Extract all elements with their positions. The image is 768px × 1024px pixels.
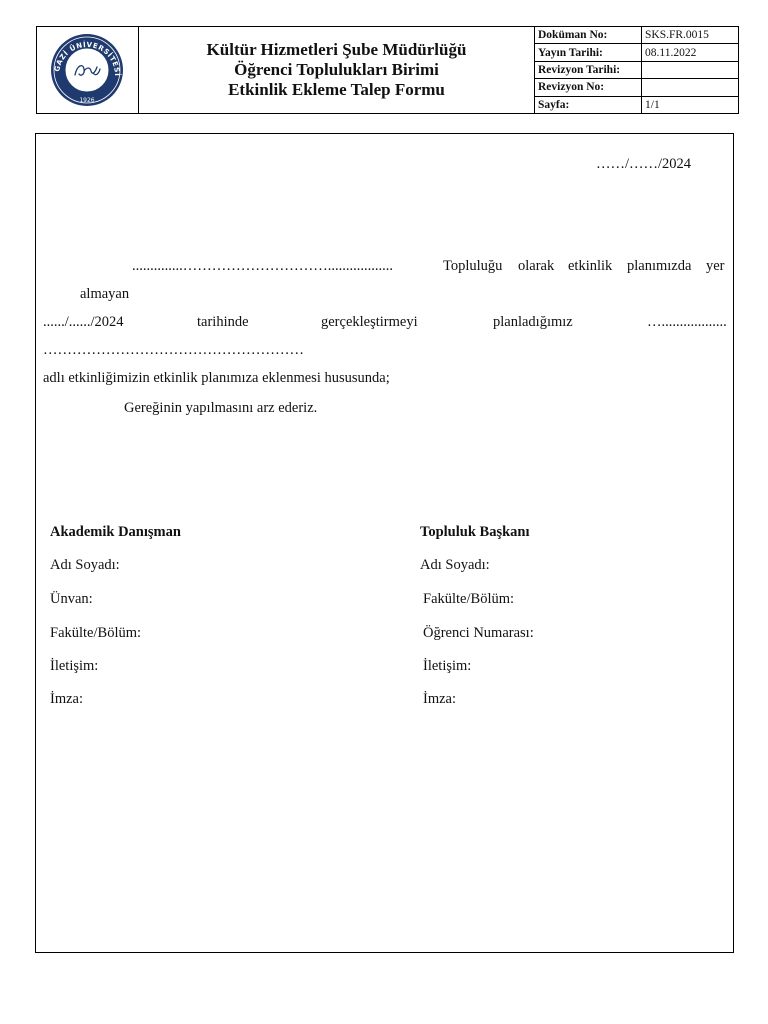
meta-label: Revizyon No: [535,79,642,96]
university-seal-logo [37,27,139,113]
president-faculty-label: Fakülte/Bölüm: [423,591,515,607]
para-word: planımızda [627,258,692,274]
meta-value: SKS.FR.0015 [642,27,739,44]
document-header [36,26,739,114]
para-word: planladığımız [493,314,573,330]
event-name-blank-continued: ……………………………………………… [43,342,304,358]
meta-row [535,44,738,61]
advisor-contact-label: İletişim: [50,658,99,674]
meta-label: Sayfa: [535,96,642,113]
document-meta-table [535,27,738,113]
meta-value: 1/1 [642,96,739,113]
academic-advisor-heading: Akademik Danışman [50,524,181,540]
meta-row [535,61,738,78]
meta-row [535,27,738,44]
meta-row [535,79,738,96]
meta-label: Yayın Tarihi: [535,44,642,61]
president-student-number-label: Öğrenci Numarası: [423,625,534,641]
president-name-label: Adı Soyadı: [420,557,490,573]
meta-row [535,96,738,113]
president-contact-label: İletişim: [423,658,472,674]
para-word: gerçekleştirmeyi [321,314,418,330]
president-signature-label: İmza: [423,691,457,707]
title-line-1: Kültür Hizmetleri Şube Müdürlüğü [206,40,467,59]
advisor-faculty-label: Fakülte/Bölüm: [50,625,142,641]
para-word: yer [706,258,725,274]
title-line-3: Etkinlik Ekleme Talep Formu [228,80,445,99]
para-word: olarak [518,258,555,274]
form-body-frame [35,133,734,953]
closing-line: Gereğinin yapılmasını arz ederiz. [124,400,318,416]
para-word: almayan [80,286,130,302]
community-president-heading: Topluluk Başkanı [420,524,530,540]
title-line-2: Öğrenci Toplulukları Birimi [234,60,439,79]
logo-cell [37,27,139,113]
para-word: etkinlik [568,258,613,274]
community-name-blank: ..............………………………….................. [132,258,393,274]
event-name-blank: ….................. [647,314,727,330]
title-cell [139,27,535,113]
advisor-name-label: Adı Soyadı: [50,557,120,573]
advisor-signature-label: İmza: [50,691,84,707]
event-date-blank: ....../....../2024 [43,314,124,330]
para-word: tarihinde [197,314,249,330]
para-line: adlı etkinliğimizin etkinlik planımıza eklenmesi hususunda; [43,370,390,386]
meta-value [642,79,739,96]
meta-label: Doküman No: [535,27,642,44]
meta-label: Revizyon Tarihi: [535,61,642,78]
logo-ring-text: GAZİ ÜNİVERSİTESİ [53,40,122,77]
meta-value: 08.11.2022 [642,44,739,61]
meta-value [642,61,739,78]
para-word: Topluluğu [443,258,503,274]
logo-year: 1926 [79,97,95,104]
advisor-title-label: Ünvan: [50,591,93,607]
date-line: ……/……/2024 [596,156,692,172]
